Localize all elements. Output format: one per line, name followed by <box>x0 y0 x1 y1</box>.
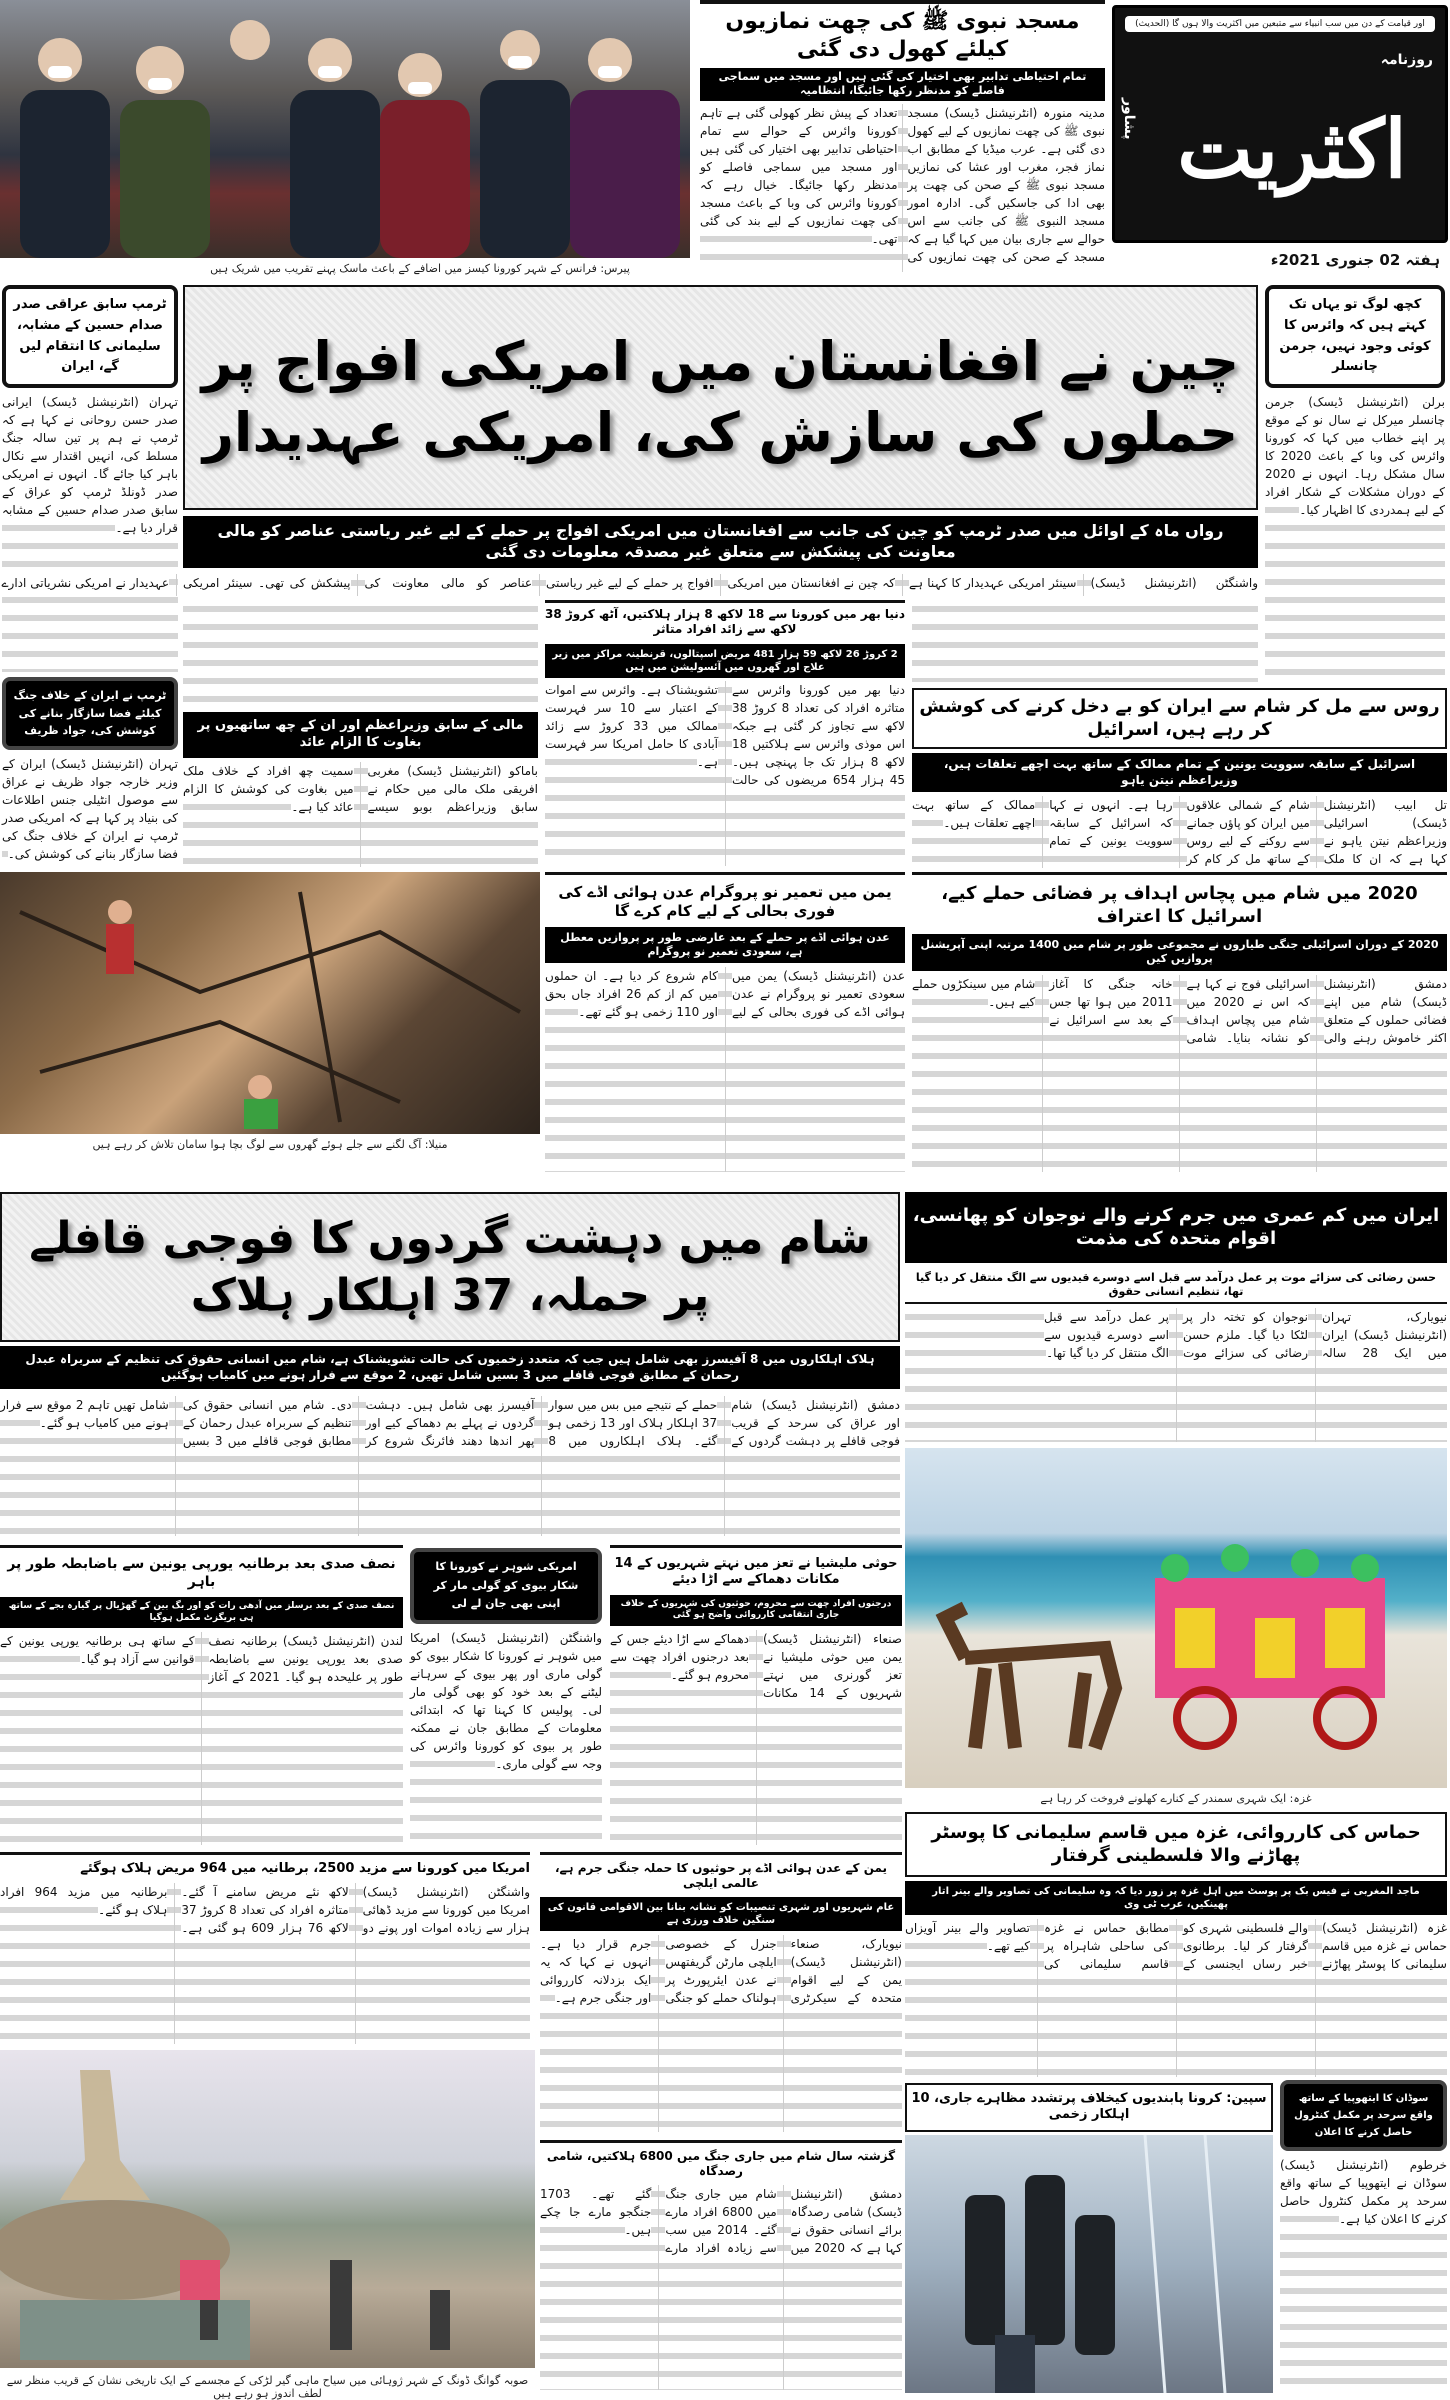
divider <box>912 872 1447 875</box>
story-israel-russia <box>912 688 1447 866</box>
headline: مالی کے سابق وزیراعظم اور ان کے چھ ساتھیوں پر بغاوت کا الزام عائد <box>183 712 538 758</box>
divider <box>545 872 905 875</box>
toy-cart <box>905 1448 1447 1788</box>
subheadline: 2020 کے دوران اسرائیلی جنگی طیاروں نے مجموعی طور پر شام میں 1400 مرتبہ اپنی آپریشنل پروازیں کیں <box>912 934 1447 971</box>
main-headline-syria-convoy <box>0 1192 900 1342</box>
story-body-text: صنعاء (انٹرنیشنل ڈیسک) یمن میں حوثی ملیشیا نے تعز گورنری میں نہتے شہریوں کے 14 مکانات دھماکے سے اڑا دیئے جس کے بعد درجنوں افراد چھت سے محروم ہو گئے۔ <box>610 1631 902 1700</box>
story-syria-convoy-body <box>0 1396 900 1536</box>
story-body-text: غزہ (انٹرنیشنل ڈیسک) حماس نے غزہ میں قاسم سلیمانی کا پوسٹر پھاڑنے والے فلسطینی شہری کو گرفتار کر لیا۔ برطانوی خبر رساں ایجنسی کے مطابق حماس نے غزہ کی ساحلی شاہراہ پر قاسم سلیمانی کی تصاویر والے بینر آویزاں کیے تھے۔ <box>905 1921 1447 1971</box>
headline: یمن کے عدن ہوائی اڈے پر حوثیوں کا حملہ جنگی جرم ہے، عالمی ایلچی <box>554 1861 888 1890</box>
story-spain-headline: سپین: کرونا پابندیوں کیخلاف پرتشدد مظاہرے جاری، 10 اہلکار زخمی <box>905 2083 1273 2132</box>
story-body <box>0 1883 530 2044</box>
headline: روس سے مل کر شام سے ایران کو بے دخل کرنے کی کوشش کر رہے ہیں، اسرائیل <box>912 688 1447 749</box>
story-merkel-box <box>1265 285 1445 388</box>
story-china-body-cont <box>183 600 538 706</box>
spain-police-photo <box>905 2135 1273 2393</box>
story-body-text: دنیا بھر میں کورونا وائرس سے متاثرہ افراد کی تعداد 8 کروڑ 38 لاکھ سے تجاوز کر گئی ہے جبکہ اس موذی وائرس سے ہلاکتیں 18 لاکھ 8 ہزار تک جا پہنچی ہیں۔ 45 ہزار 654 مریضوں کی حالت تشویشناک ہے۔ وائرس سے اموات کے اعتبار سے 10 سر فہرست ممالک میں 33 کروڑ سے زائد آبادی کا حامل امریکا سر فہرست ہے۔ <box>545 683 905 787</box>
headline: امریکا میں کورونا سے مزید 2500، برطانیہ میں 964 مریض ہلاک ہوگئے <box>80 1861 530 1876</box>
story-body-text: برلن (انٹرنیشنل ڈیسک) جرمن چانسلر میرکل نے سال نو کے موقع پر اپنے خطاب میں کہا کہ کورونا وائرس کی وبا کے باعث 2020 کا سال مشکل رہا۔ انہوں نے 2020 کے دوران مشکلات کے شکار افراد کے لیے ہمدردی کا اظہار کیا۔ <box>1265 395 1446 518</box>
story-saddam-box <box>2 285 178 388</box>
story-body-text: دمشق (انٹرنیشنل ڈیسک) شام اور عراق کی سرحد کے قریب فوجی قافلے پر دہشت گردوں کے حملے کے نتیجے میں بس میں سوار 37 اہلکار ہلاک اور 13 زخمی ہو گئے۔ ہلاک اہلکاروں میں 8 آفیسرز بھی شامل ہیں۔ دہشت گردوں نے پہلے بم دھماکے کیے اور پھر اندھا دھند فائرنگ شروع کر دی۔ شام میں انسانی حقوق کی تنظیم کے سربراہ عبدل رحمان کے مطابق فوجی قافلے میں 3 بسیں شامل تھیں تاہم 2 موقع سے فرار ہونے میں کامیاب ہو گئے۔ <box>0 1398 900 1448</box>
headline: ٹرمپ سابق عراقی صدر صدام حسین کے مشابہ، سلیمانی کا انتقام لیں گے، ایران <box>13 297 167 375</box>
main-subheadline-china: رواں ماہ کے اوائل میں صدر ٹرمپ کو چین کی جانب سے افغانستان میں امریکی افواج پر حملے کے لیے غیر ریاستی عناصر کو مالی معاونت کی پیشکش سے متعلق غیر مصدقہ معلومات دی گئی <box>183 516 1258 568</box>
story-body-text: واشنگٹن (انٹرنیشنل ڈیسک) سینئر امریکی عہدیدار کا کہنا ہے کہ چین نے افغانستان میں امریکی افواج پر حملے کے لیے غیر ریاستی عناصر کو مالی معاونت کی پیشکش کی تھی۔ سینئر امریکی عہدیدار نے امریکی نشریاتی ادارے <box>0 576 1258 590</box>
story-body-text: باماکو (انٹرنیشنل ڈیسک) مغربی افریقی ملک مالی میں حکام نے سابق وزیراعظم بوبو سیسے سمیت چھ افراد کے خلاف ملک میں بغاوت کی کوشش کا الزام عائد کیا ہے۔ <box>183 763 538 814</box>
story-iran-execution <box>905 1192 1447 1442</box>
masthead-hadith: اور قیامت کے دن میں سب انبیاء سے متبعین میں اکثریت والا ہوں گا (الحدیث) <box>1125 16 1435 32</box>
story-yemen-rebuild <box>545 872 905 1172</box>
story-body-text: واشنگٹن (انٹرنیشنل ڈیسک) امریکا میں کورونا سے مزید ڈھائی ہزار سے زیادہ اموات اور پونے دو لاکھ نئے مریض سامنے آ گئے۔ متاثرہ افراد کی تعداد 8 کروڑ 37 لاکھ 76 ہزار 609 ہو گئی ہے۔ برطانیہ میں مزید 964 افراد ہلاک ہو گئے۔ <box>0 1885 530 1936</box>
subheadline: عام شہریوں اور شہری تنصیبات کو نشانہ بنانا بین الاقوامی قانون کی سنگین خلاف ورزی ہے <box>540 1897 902 1931</box>
story-body <box>540 1935 902 2132</box>
story-body-text: نیویارک، تہران (انٹرنیشنل ڈیسک) ایران میں ایک 28 سالہ نوجوان کو تختہ دار پر لٹکا دیا گیا۔ ملزم حسن رضائی کی سزائے موت پر عمل درآمد سے قبل اسے دوسرے قیدیوں سے الگ منتقل کر دیا گیا تھا۔ <box>1044 1310 1447 1361</box>
story-body-text: نیویارک، صنعاء (انٹرنیشنل ڈیسک) یمن کے لیے اقوام متحدہ کے سیکرٹری جنرل کے خصوصی ایلچی مارٹن گریفتھس نے عدن ایئرپورٹ پر ہولناک حملے کو جنگی جرم قرار دیا ہے۔ انہوں نے کہا کہ یہ ایک بزدلانہ کارروائی اور جنگی جرم ہے۔ <box>540 1937 902 2005</box>
fire-photo <box>0 872 540 1134</box>
story-body-text: دمشق (انٹرنیشنل ڈیسک) شامی رصدگاہ برائے انسانی حقوق نے کہا ہے کہ 2020 میں شام میں جاری جنگ میں 6800 افراد مارے گئے۔ 2014 میں سب سے زیادہ افراد مارے گئے تھے۔ 1703 جنگجو مارے جا چکے ہیں۔ <box>540 2187 902 2255</box>
issue-date: ہفتہ 02 جنوری 2021ء <box>1270 251 1440 269</box>
story-body-text: تل ابیب (انٹرنیشنل ڈیسک) اسرائیلی وزیراعظم نیتن یاہو نے کہا ہے کہ ان کا ملک شام کے شمالی علاقوں میں ایران کو پاؤں جمانے سے روکنے کے لیے روس کے ساتھ مل کر کام کر رہا ہے۔ انہوں نے کہا کہ اسرائیل کے سابقہ سوویت یونین کے تمام ممالک کے ساتھ بہت اچھے تعلقات ہیں۔ <box>912 798 1447 867</box>
story-sudan-body <box>1280 2156 1447 2393</box>
masthead-logo: اکثریت <box>1177 102 1407 196</box>
story-brexit <box>0 1545 403 1845</box>
fire-photo-caption: منیلا: آگ لگنے سے جلے ہوئے گھروں سے لوگ بچا ہوا سامان تلاش کر رہے ہیں <box>92 1138 448 1151</box>
story-body <box>912 975 1447 1172</box>
story-us-husband <box>410 1548 602 1845</box>
subheadline: ماجد المغربی نے فیس بک پر پوسٹ میں اہل غزہ پر زور دیا کہ وہ سلیمانی کی تصاویر والے بینر اتار پھینکیں، عرب ٹی وی <box>905 1881 1447 1915</box>
story-body-text: خرطوم (انٹرنیشنل ڈیسک) سوڈان نے ایتھوپیا کے ساتھ واقع سرحد پر مکمل کنٹرول حاصل کرنے کا اعلان کیا ہے۔ <box>1280 2158 1447 2226</box>
headline: نصف صدی بعد برطانیہ یورپی یونین سے باضابطہ طور پر باہر <box>7 1556 396 1590</box>
story-saddam-body <box>2 393 178 672</box>
story-mali <box>183 712 538 867</box>
story-china-body <box>1 574 1258 596</box>
church-photo-caption: پیرس: فرانس کے شہر کورونا کیسز میں اضافے کے باعث ماسک پہنے تقریب میں شریک ہیں <box>210 262 630 275</box>
subheadline: درجنوں افراد چھت سے محروم، حوثیوں کی شہریوں کے خلاف جاری انتقامی کارروائی واضح ہو گئی <box>610 1595 902 1626</box>
story-body-text: دمشق (انٹرنیشنل ڈیسک) شام میں اپنے فضائی حملوں کے متعلق اکثر خاموش رہنے والی اسرائیلی فوج نے کہا ہے کہ اس نے 2020 میں شام میں پچاس اہداف کو نشانہ بنایا۔ شامی خانہ جنگی کا آغاز 2011 میں ہوا تھا جس کے بعد سے اسرائیل نے شام میں سینکڑوں حملے کیے ہیں۔ <box>912 976 1447 1045</box>
divider <box>540 2140 902 2143</box>
subheadline-syria-convoy: ہلاک اہلکاروں میں 8 آفیسرز بھی شامل ہیں جب کہ متعدد زخمیوں کی حالت تشویشناک ہے، شام میں انسانی حقوق کی تنظیم کے سربراہ عبدل رحمان کے مطابق فوجی قافلے میں 3 بسیں شامل تھیں، 2 موقع سے فرار ہونے میں کامیاب ہوگئیں <box>0 1346 900 1389</box>
story-body <box>700 104 1105 272</box>
story-body-text: عدن (انٹرنیشنل ڈیسک) یمن میں سعودی تعمیر نو پروگرام نے عدن ہوائی اڈے کی فوری بحالی کے لیے کام شروع کر دیا ہے۔ ان حملوں میں کم از کم 26 افراد جاں بحق اور 110 زخمی ہو گئے تھے۔ <box>545 969 905 1020</box>
divider <box>0 1852 530 1855</box>
statue-photo <box>0 2050 535 2368</box>
story-body <box>905 1308 1447 1442</box>
fire-photo-debris <box>0 872 540 1134</box>
headline: حوثی ملیشیا نے تعز میں نہتے شہریوں کے 14 مکانات دھماکے سے اڑا دیئے <box>614 1556 898 1588</box>
story-body <box>912 796 1447 866</box>
masthead-daily-label: روزنامہ <box>1380 52 1433 68</box>
story-us-husband-body <box>410 1629 602 1845</box>
story-sudan-box <box>1280 2080 1447 2151</box>
subheadline: 2 کروڑ 26 لاکھ 59 ہزار 481 مریض اسپتالوں، قرنطینہ مراکز میں زیر علاج اور گھروں میں آئسولیشن میں ہیں <box>545 644 905 678</box>
story-merkel-body <box>1265 393 1445 683</box>
story-body <box>183 762 538 867</box>
story-body-text: تہران (انٹرنیشنل ڈیسک) ایران کے وزیر خارجہ جواد ظریف نے عراق سے موصول انٹیلی جنس اطلاعات کی بنیاد پر کہا ہے کہ امریکی صدر ٹرمپ نے ایران کے خلاف جنگ کی فضا سازگار بنانے کی کوشش کی۔ <box>2 757 178 861</box>
divider <box>540 1852 902 1855</box>
story-syria-6800 <box>540 2140 902 2390</box>
story-body-text: واشنگٹن (انٹرنیشنل ڈیسک) امریکا میں شوہر نے کورونا کا شکار بیوی کو گولی ماری اور پھر بیوی کے سرہانے لیٹنے کے بعد خود کو بھی گولی مار لی۔ پولیس کا کہنا تھا کہ ابتدائی معلومات کے مطابق جان نے ممکنہ طور پر بیوی کو کورونا وائرس کی وجہ سے گولی ماری۔ <box>410 1631 602 1772</box>
right-column <box>1265 285 1445 683</box>
masthead <box>1112 5 1448 243</box>
headline: سوڈان کا ایتھوپیا کے ساتھ واقع سرحد پر مکمل کنٹرول حاصل کرنے کا اعلان <box>1294 2093 1433 2138</box>
story-body <box>610 1630 902 1845</box>
subheadline: حسن رضائی کی سزائے موت پر عمل درآمد سے قبل اسے دوسرے قیدیوں سے الگ منتقل کر دیا گیا تھا، تنظیم انسانی حقوق <box>905 1267 1447 1305</box>
headline: شام میں دہشت گردوں کا فوجی قافلے پر حملہ، 37 اہلکار ہلاک <box>29 1212 871 1321</box>
headline: کچھ لوگ تو یہاں تک کہتے ہیں کہ وائرس کا کوئی وجود نہیں، جرمن چانسلر <box>1279 297 1431 375</box>
story-us-corona <box>0 1852 530 2044</box>
story-hamas <box>905 1812 1447 2077</box>
story-aden <box>540 1852 902 2132</box>
story-body <box>545 681 905 866</box>
headline: دنیا بھر میں کورونا سے 18 لاکھ 8 ہزار ہلاکتیں، آٹھ کروڑ 38 لاکھ سے زائد افراد متاثر <box>545 600 905 641</box>
main-headline-china <box>183 285 1258 510</box>
beach-photo-caption: غزہ: ایک شہری سمندر کے کنارے کھلونے فروخت کر رہا ہے <box>1040 1792 1312 1805</box>
story-us-husband-box <box>410 1548 602 1624</box>
masthead-city: پشاور <box>1121 98 1137 140</box>
story-body <box>0 1632 403 1845</box>
story-body <box>540 2185 902 2390</box>
story-houthi <box>610 1545 902 1845</box>
headline: حماس کی کارروائی، غزہ میں قاسم سلیمانی کا پوسٹر پھاڑنے والا فلسطینی گرفتار <box>905 1812 1447 1877</box>
divider <box>0 1545 403 1548</box>
headline: یمن میں تعمیر نو پروگرام عدن ہوائی اڈے کی فوری بحالی کے لیے کام کرے گا <box>558 883 892 920</box>
headline: ٹرمپ نے ایران کے خلاف جنگ کیلئے فضا سازگار بنانے کی کوشش کی، جواد ظریف <box>13 689 167 738</box>
statue-photo-caption: صوبہ گوانگ ڈونگ کے شہر ژوہائی میں سیاح ماہی گیر لڑکی کے مجسمے کے ایک تاریخی نشان کے قریب منظر سے لطف اندوز ہو رہے ہیں <box>6 2374 529 2400</box>
headline: 2020 میں شام میں پچاس اہداف پر فضائی حملے کیے، اسرائیل کا اعتراف <box>941 883 1418 927</box>
church-photo-figures <box>0 0 690 258</box>
story-zarif-body <box>2 755 178 865</box>
headline: ایران میں کم عمری میں جرم کرنے والے نوجوان کو پھانسی، اقوام متحدہ کی مذمت <box>905 1192 1447 1263</box>
story-body-text: تہران (انٹرنیشنل ڈیسک) ایرانی صدر حسن روحانی نے کہا ہے کہ ٹرمپ نے ہم پر تین سالہ جنگ مسلط کی، انہیں اقتدار سے نکال باہر کیا جائے گا۔ انہوں نے امریکی صدر ڈونلڈ ٹرمپ کو عراق کے سابق صدر صدام حسین کے مشابہ قرار دیا ہے۔ <box>2 395 178 536</box>
subheadline: نصف صدی کے بعد برسلز میں آدھی رات کو اور بگ بین کے گھڑیال پر گیارہ بجے کے ساتھ ہی بریگزٹ مکمل ہوگیا <box>0 1597 403 1628</box>
story-body-text: لندن (انٹرنیشنل ڈیسک) برطانیہ نصف صدی بعد یورپی یونین سے باضابطہ طور پر علیحدہ ہو گیا۔ 2021 کے آغاز کے ساتھ ہی برطانیہ یورپی یونین کے قوانین سے آزاد ہو گیا۔ <box>0 1634 403 1685</box>
spain-police-figures <box>905 2135 1273 2393</box>
headline: مسجد نبوی ﷺ کی چھت نمازیوں کیلئے کھول دی گئی <box>725 9 1080 62</box>
story-corona-world <box>545 600 905 866</box>
story-body-text: مدینہ منورہ (انٹرنیشنل ڈیسک) مسجد نبوی ﷺ کی چھت نمازیوں کے لیے کھول دی گئی ہے۔ عرب میڈیا کے مطابق اب نماز فجر، مغرب اور عشا کی نمازیں مسجد نبوی ﷺ کے صحن کی چھت پر بھی ادا کی جاسکیں گی۔ ادارہ امور مسجد النبوی ﷺ کی جانب سے اس حوالے سے جاری بیان میں کہا گیا ہے کہ مسجد کے صحن کی چھت نمازیوں کی تعداد کے پیش نظر کھولی گئی ہے تاہم کورونا وائرس کے حوالے سے تمام احتیاطی تدابیر بھی اختیار کی گئی ہیں اور مسجد میں سماجی فاصلے کو مدنظر رکھا جائیگا۔ خیال رہے کہ کورونا وائرس کی وبا کے باعث مسجد کی چھت نمازیوں کے لیے بند کی گئی تھی۔ <box>700 105 1105 264</box>
church-photo <box>0 0 690 258</box>
subheadline: اسرائیل کے سابقہ سوویت یونین کے تمام ممالک کے ساتھ بہت اچھے تعلقات ہیں، وزیراعظم نیتن یاہو <box>912 753 1447 792</box>
story-body <box>545 967 905 1172</box>
headline: چین نے افغانستان میں امریکی افواج پر حملوں کی سازش کی، امریکی عہدیدار <box>201 330 1240 464</box>
divider <box>610 1545 902 1548</box>
story-body <box>905 1919 1447 2077</box>
subheadline: عدن ہوائی اڈے پر حملے کے بعد عارضی طور پر پروازیں معطل ہے، سعودی تعمیر نو پروگرام <box>545 927 905 964</box>
statue-photo-scene <box>0 2050 535 2368</box>
beach-photo <box>905 1448 1447 1788</box>
subheadline: تمام احتیاطی تدابیر بھی اختیار کی گئی ہیں اور مسجد میں سماجی فاصلے کو مدنظر رکھا جائیگا، انتظامیہ <box>700 68 1105 101</box>
story-china-body-cont-right <box>912 600 1258 682</box>
story-zarif-box <box>2 677 178 750</box>
headline: امریکی شوہر نے کورونا کا شکار بیوی کو گولی مار کر اپنی بھی جان لے لی <box>433 1560 579 1611</box>
story-israel-2020 <box>912 872 1447 1172</box>
headline: گزشتہ سال شام میں جاری جنگ میں 6800 ہلاکتیں، شامی رصدگاہ <box>546 2149 896 2178</box>
story-masjid-nabawi <box>700 0 1105 272</box>
story-sudan <box>1280 2080 1447 2393</box>
